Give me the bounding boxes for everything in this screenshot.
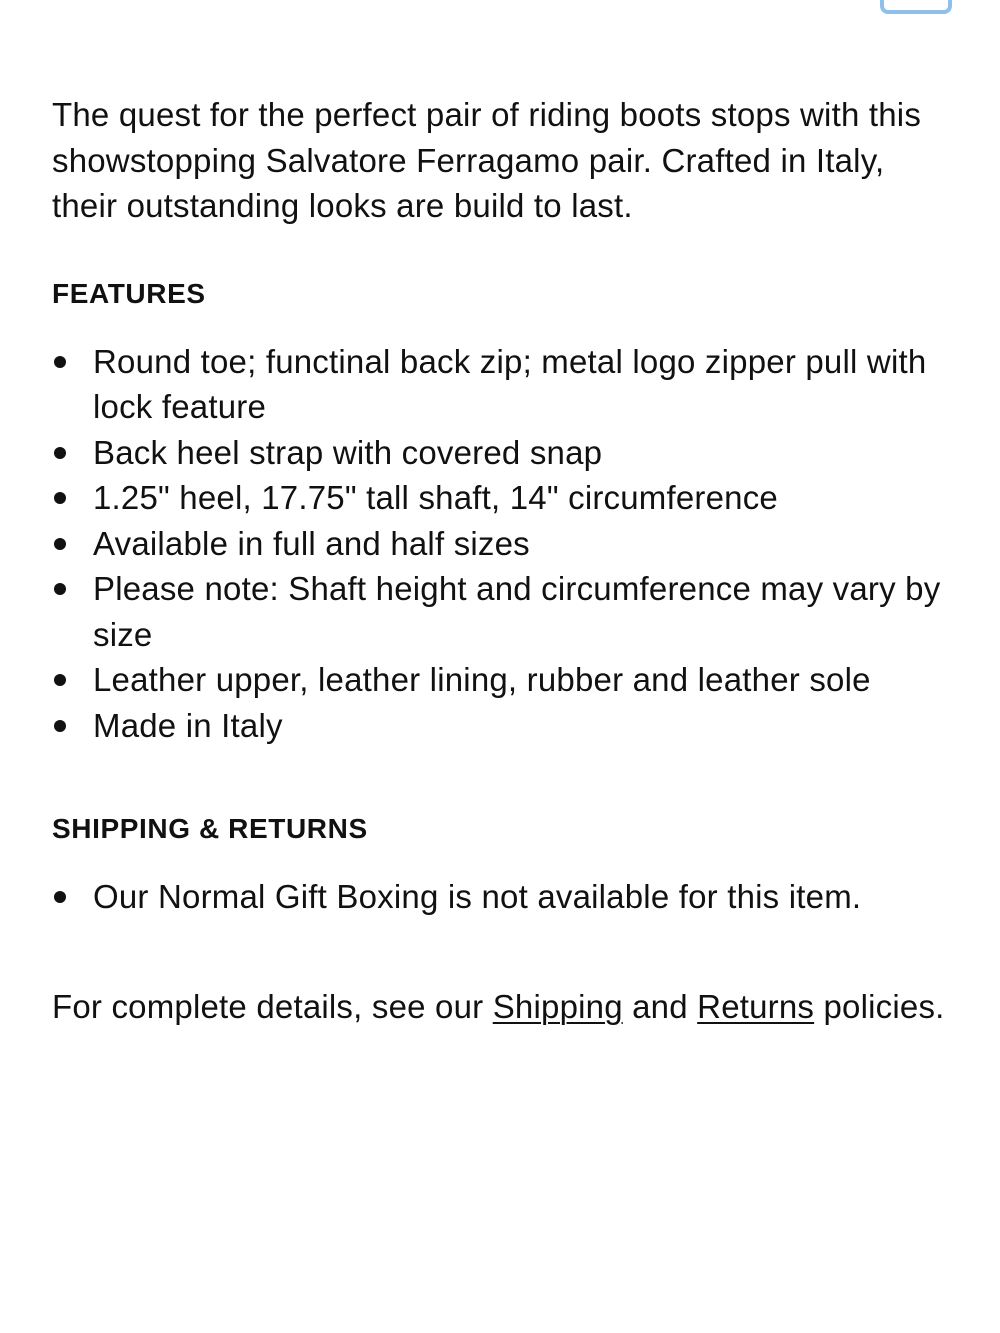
- policy-note-middle: and: [622, 987, 698, 1025]
- feature-item: [52, 430, 952, 476]
- bullet-icon: [54, 356, 66, 368]
- feature-item: [52, 475, 952, 521]
- policy-note: [52, 984, 952, 1030]
- feature-item-text: Please note: Shaft height and circumference may vary by size: [93, 570, 941, 653]
- product-description: The quest for the perfect pair of riding boots stops with this showstopping Salvatore Ferragamo pair. Crafted in Italy, their outstanding looks are build to last.: [52, 96, 922, 224]
- feature-item-text: Back heel strap with covered snap: [93, 433, 603, 471]
- product-details: [52, 92, 952, 1029]
- returns-policy-link[interactable]: Returns: [697, 987, 815, 1025]
- feature-item: [52, 657, 952, 703]
- feature-item: [52, 566, 952, 657]
- top-partial-button[interactable]: [880, 0, 952, 14]
- shipping-list: [52, 874, 952, 920]
- shipping-policy-link[interactable]: Shipping: [492, 987, 623, 1025]
- bullet-icon: [54, 492, 66, 504]
- shipping-item-text: Our Normal Gift Boxing is not available for this item.: [93, 878, 862, 915]
- features-heading: FEATURES: [52, 277, 206, 309]
- feature-item-text: Round toe; functinal back zip; metal logo zipper pull with lock feature: [93, 342, 927, 425]
- features-list: [52, 339, 952, 749]
- shipping-item: [52, 874, 952, 920]
- feature-item-text: 1.25" heel, 17.75" tall shaft, 14" circumference: [93, 479, 778, 516]
- bullet-icon: [54, 674, 66, 686]
- policy-note-prefix: For complete details, see our: [52, 987, 493, 1025]
- feature-item: [52, 339, 952, 430]
- feature-item: [52, 703, 952, 749]
- bullet-icon: [54, 447, 66, 459]
- bullet-icon: [54, 538, 66, 550]
- shipping-returns-heading: SHIPPING & RETURNS: [52, 813, 368, 844]
- feature-item-text: Made in Italy: [93, 706, 283, 744]
- feature-item-text: Leather upper, leather lining, rubber and leather sole: [93, 661, 871, 698]
- bullet-icon: [54, 583, 66, 595]
- bullet-icon: [54, 891, 66, 903]
- feature-item: [52, 521, 952, 567]
- bullet-icon: [54, 720, 66, 732]
- policy-note-suffix: policies.: [814, 987, 945, 1025]
- feature-item-text: Available in full and half sizes: [93, 524, 530, 562]
